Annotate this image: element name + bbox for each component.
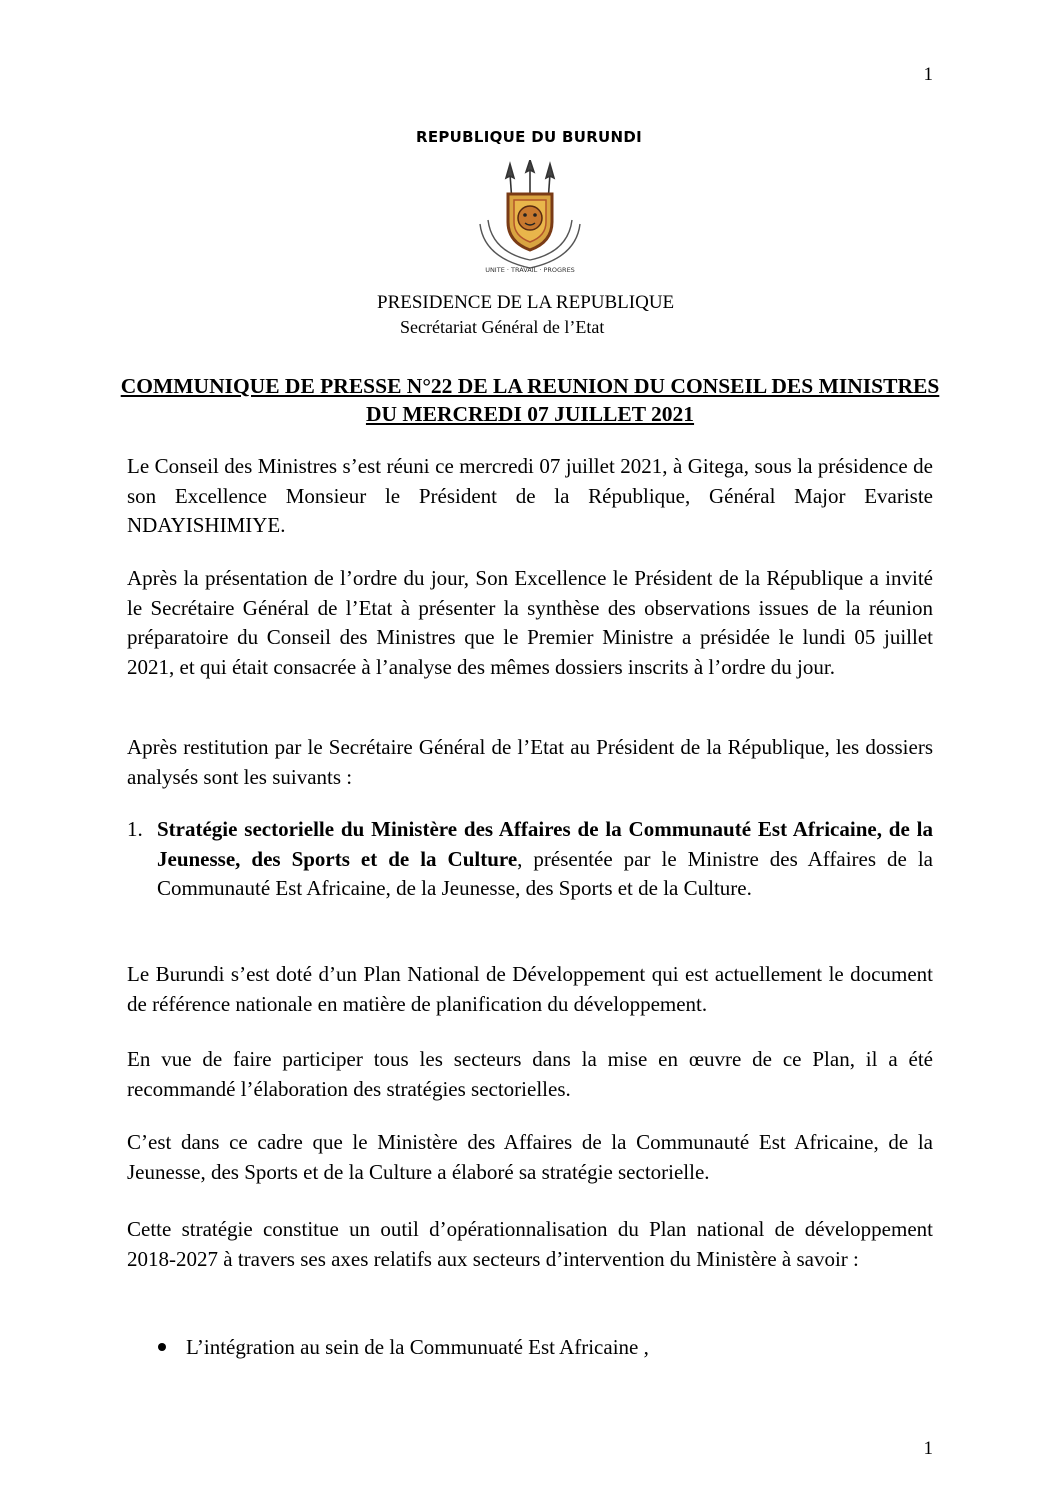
page-number-top: 1 — [923, 64, 933, 85]
coat-of-arms-icon — [474, 160, 586, 278]
secretariat-subheading: Secrétariat Général de l’Etat — [400, 317, 605, 337]
paragraph-plan: Le Burundi s’est doté d’un Plan National de Développement qui est actuellement le document de référence nationale en matière de planification du développement. — [127, 962, 933, 1016]
presidence-heading: PRESIDENCE DE LA REPUBLIQUE — [377, 292, 675, 313]
bullet-icon — [158, 1343, 166, 1351]
list-item-text: , présentée par le Ministre des Affaires de la Communauté Est Africaine, de la Jeunesse, des Sports et de la Culture. — [157, 846, 933, 900]
paragraph-agenda: Après la présentation de l’ordre du jour, Son Excellence le Président de la République a invité le Secrétaire Général de l’Etat à présenter la synthèse des observations issues de la réunion préparatoire du Conseil des Ministres que le Premier Ministre a présidée le lundi 05 juillet 2021, et qui était consacrée à l’analyse des mêmes dossiers inscrits à l’ordre du jour. — [127, 566, 933, 679]
list-item-number: 1. — [127, 817, 143, 841]
paragraph-dossiers: Après restitution par le Secrétaire Général de l’Etat au Président de la République, les dossiers analysés sont les suivants : — [127, 735, 933, 789]
page-number-bottom: 1 — [923, 1438, 933, 1459]
paragraph-intro: Le Conseil des Ministres s’est réuni ce mercredi 07 juillet 2021, à Gitega, sous la présidence de son Excellence Monsieur le Président de la République, Général Major Evariste NDAYISHIMIYE. — [127, 454, 933, 537]
paragraph-strategy: Cette stratégie constitue un outil d’opérationnalisation du Plan national de développement 2018-2027 à travers ses axes relatifs aux secteurs d’intervention du Ministère à savoir : — [127, 1217, 933, 1271]
paragraph-sectors: En vue de faire participer tous les secteurs dans la mise en œuvre de ce Plan, il a été recommandé l’élaboration des stratégies sectorielles. — [127, 1047, 933, 1101]
paragraph-framework: C’est dans ce cadre que le Ministère des Affaires de la Communauté Est Africaine, de la Jeunesse, des Sports et de la Culture a élaboré sa stratégie sectorielle. — [127, 1130, 933, 1184]
document-title: COMMUNIQUE DE PRESSE N°22 DE LA REUNION DU CONSEIL DES MINISTRES DU MERCREDI 07 JUILLET 2021 — [120, 374, 940, 426]
bullet-item — [158, 1333, 649, 1363]
country-heading: REPUBLIQUE DU BURUNDI — [415, 128, 643, 146]
motto-text: UNITE · TRAVAIL · PROGRES — [485, 266, 575, 274]
bullet-text: L’intégration au sein de la Communuaté Est Africaine , — [186, 1335, 649, 1359]
list-item-title: Stratégie sectorielle du Ministère des Affaires de la Communauté Est Africaine, de la Jeunesse, des Sports et de la Culture — [157, 817, 933, 871]
list-item — [127, 815, 933, 904]
